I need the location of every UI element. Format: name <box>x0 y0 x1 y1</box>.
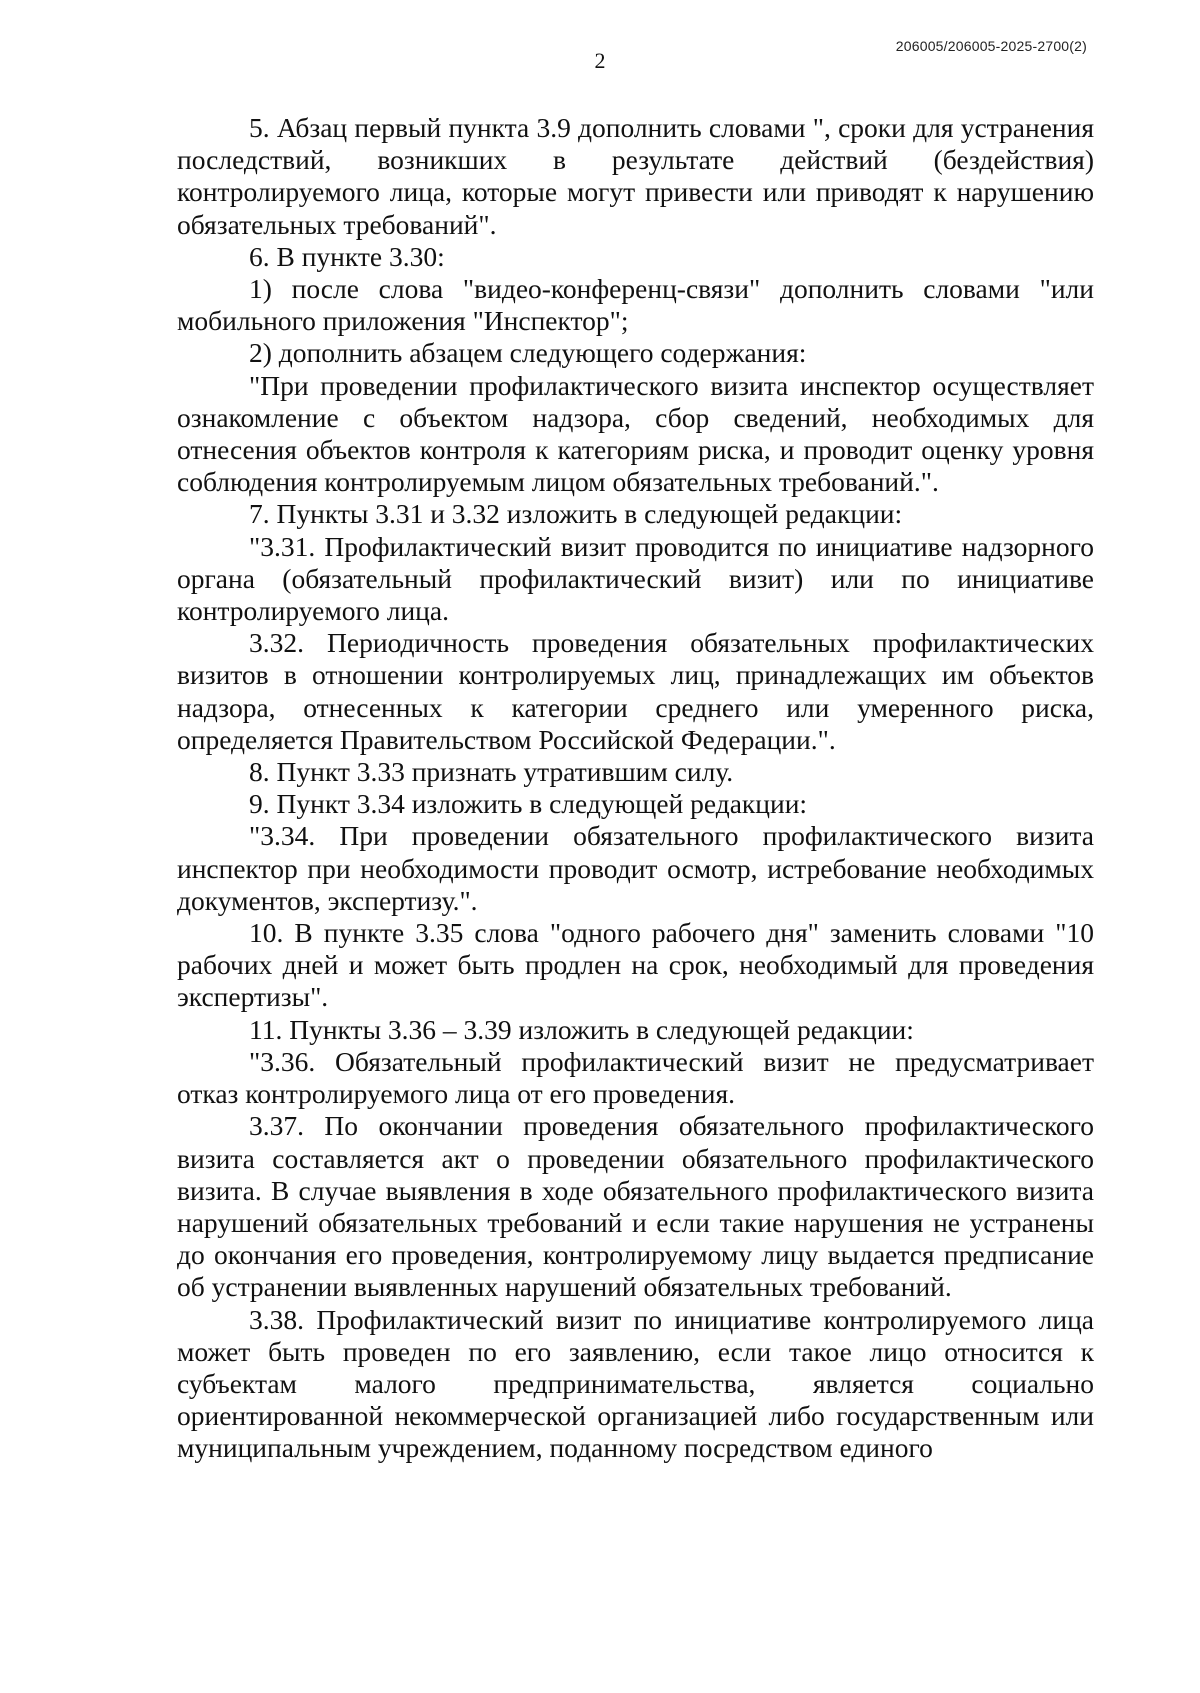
paragraph-clause-3-32: 3.32. Периодичность проведения обязательных профилактических визитов в отношении контролируемых лиц, принадлежащих им объектов надзора, отнесенных к категории среднего или умеренного риска, определяется Правительством Российской Федерации.". <box>177 627 1094 755</box>
paragraph-clause-3-38: 3.38. Профилактический визит по инициативе контролируемого лица может быть проведен по его заявлению, если такое лицо относится к субъектам малого предпринимательства, является социально ориентированной некоммерческой организацией либо государственным или муниципальным учреждением, поданному посредством единого <box>177 1303 1094 1464</box>
paragraph-item-11: 11. Пункты 3.36 – 3.39 изложить в следующей редакции: <box>249 1013 914 1045</box>
paragraph-quoted-text: "При проведении профилактического визита инспектор осуществляет ознакомление с объектом надзора, сбор сведений, необходимых для отнесения объектов контроля к категориям риска, и проводит оценку уровня соблюдения контролируемым лицом обязательных требований.". <box>177 369 1094 498</box>
paragraph-item-9: 9. Пункт 3.34 изложить в следующей редакции: <box>249 788 808 820</box>
paragraph-item-8: 8. Пункт 3.33 признать утратившим силу. <box>249 756 734 788</box>
paragraph-item-5: 5. Абзац первый пункта 3.9 дополнить словами ", сроки для устранения последствий, возникших в результате действий (бездействия) контролируемого лица, которые могут привести или приводят к нарушению обязательных требований". <box>177 112 1094 240</box>
paragraph-clause-3-37: 3.37. По окончании проведения обязательного профилактического визита составляется акт о проведении обязательного профилактического визита. В случае выявления в ходе обязательного профилактического визита нарушений обязательных требований и если такие нарушения не устранены до окончания его проведения, контролируемому лицу выдается предписание об устранении выявленных нарушений обязательных требований. <box>177 1110 1094 1303</box>
paragraph-item-6: 6. В пункте 3.30: <box>249 240 445 272</box>
page-number: 2 <box>594 48 606 73</box>
paragraph-clause-3-36: "3.36. Обязательный профилактический визит не предусматривает отказ контролируемого лица от его проведения. <box>177 1045 1094 1110</box>
document-registration-number: 206005/206005-2025-2700(2) <box>895 38 1087 54</box>
paragraph-item-7: 7. Пункты 3.31 и 3.32 изложить в следующей редакции: <box>249 498 903 530</box>
paragraph-item-10: 10. В пункте 3.35 слова "одного рабочего дня" заменить словами "10 рабочих дней и может быть продлен на срок, необходимый для проведения экспертизы". <box>177 917 1094 1013</box>
paragraph-subitem-1: 1) после слова "видео-конференц-связи" дополнить словами "или мобильного приложения "Инспектор"; <box>177 273 1094 337</box>
document-body <box>177 112 1094 1465</box>
paragraph-clause-3-34: "3.34. При проведении обязательного профилактического визита инспектор при необходимости проводит осмотр, истребование необходимых документов, экспертизу.". <box>177 820 1094 916</box>
paragraph-subitem-2: 2) дополнить абзацем следующего содержания: <box>249 337 807 369</box>
paragraph-clause-3-31: "3.31. Профилактический визит проводится по инициативе надзорного органа (обязательный профилактический визит) или по инициативе контролируемого лица. <box>177 530 1094 627</box>
